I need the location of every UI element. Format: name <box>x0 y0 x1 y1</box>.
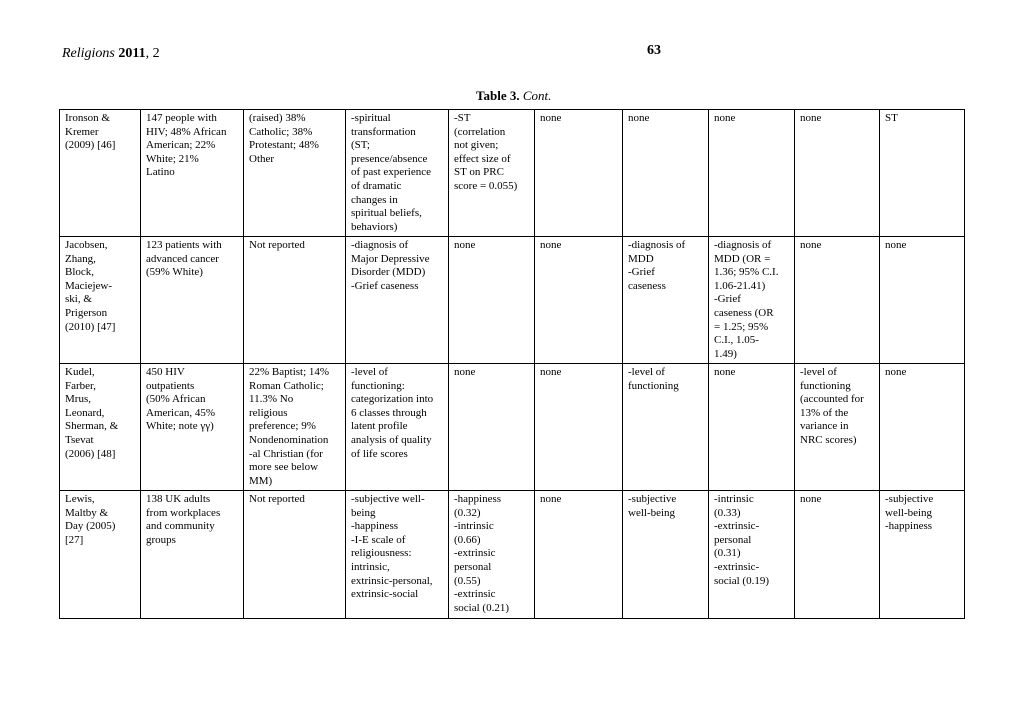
table-cell: ST <box>880 110 965 237</box>
table-cell: none <box>535 110 623 237</box>
table-cell: 138 UK adults from workplaces and community groups <box>141 491 244 619</box>
table-cell: none <box>880 364 965 491</box>
table-cell: Not reported <box>244 237 346 364</box>
table-cell: none <box>880 237 965 364</box>
table-cell: none <box>795 110 880 237</box>
table-cell: -subjective well-being -happiness <box>880 491 965 619</box>
table-cell: -diagnosis of Major Depressive Disorder (MDD) -Grief caseness <box>346 237 449 364</box>
table-cell: Kudel, Farber, Mrus, Leonard, Sherman, & Tsevat (2006) [48] <box>60 364 141 491</box>
table-cell: -level of functioning (accounted for 13% of the variance in NRC scores) <box>795 364 880 491</box>
table-cell: -diagnosis of MDD -Grief caseness <box>623 237 709 364</box>
table-row <box>60 237 965 364</box>
table-cell: Not reported <box>244 491 346 619</box>
table-cell: Jacobsen, Zhang, Block, Maciejew- ski, & Prigerson (2010) [47] <box>60 237 141 364</box>
data-table <box>59 109 965 619</box>
table-cont: Cont. <box>522 88 552 103</box>
table-cell: 22% Baptist; 14% Roman Catholic; 11.3% No religious preference; 9% Nondenomination -al Christian (for more see below MM) <box>244 364 346 491</box>
table-cell: -diagnosis of MDD (OR = 1.36; 95% C.I. 1.06-21.41) -Grief caseness (OR = 1.25; 95% C.I., 1.05- 1.49) <box>709 237 795 364</box>
table-cell: none <box>709 364 795 491</box>
table-cell: none <box>535 491 623 619</box>
table-cell: -subjective well- being -happiness -I-E scale of religiousness: intrinsic, extrinsic-personal, extrinsic-social <box>346 491 449 619</box>
table-cell: none <box>535 237 623 364</box>
table-row <box>60 110 965 237</box>
table-label: Table 3. <box>476 88 520 103</box>
table-cell: 123 patients with advanced cancer (59% White) <box>141 237 244 364</box>
table-cell: Ironson & Kremer (2009) [46] <box>60 110 141 237</box>
table-cell: none <box>449 237 535 364</box>
table-cell: none <box>623 110 709 237</box>
table-row <box>60 364 965 491</box>
table-cell: none <box>449 364 535 491</box>
table-cell: -happiness (0.32) -intrinsic (0.66) -extrinsic personal (0.55) -extrinsic social (0.21) <box>449 491 535 619</box>
table-cell: 147 people with HIV; 48% African American; 22% White; 21% Latino <box>141 110 244 237</box>
table-cell: 450 HIV outpatients (50% African American, 45% White; note γγ) <box>141 364 244 491</box>
table-cell: none <box>795 491 880 619</box>
running-header <box>62 46 160 62</box>
table-cell: none <box>795 237 880 364</box>
table-cell: Lewis, Maltby & Day (2005) [27] <box>60 491 141 619</box>
table-cell: (raised) 38% Catholic; 38% Protestant; 48% Other <box>244 110 346 237</box>
table-cell: none <box>535 364 623 491</box>
journal-year: 2011 <box>118 46 146 61</box>
table-cell: -spiritual transformation (ST; presence/absence of past experience of dramatic changes in spiritual beliefs, behaviors) <box>346 110 449 237</box>
table-cell: -intrinsic (0.33) -extrinsic- personal (0.31) -extrinsic- social (0.19) <box>709 491 795 619</box>
table-cell: -level of functioning <box>623 364 709 491</box>
table-cell: -ST (correlation not given; effect size of ST on PRC score = 0.055) <box>449 110 535 237</box>
table-cell: none <box>709 110 795 237</box>
table-cell: -level of functioning: categorization into 6 classes through latent profile analysis of quality of life scores <box>346 364 449 491</box>
journal-volume: , 2 <box>145 46 160 61</box>
journal-name: Religions <box>62 46 115 61</box>
page-number: 63 <box>647 43 661 58</box>
table-cell: -subjective well-being <box>623 491 709 619</box>
table-row <box>60 491 965 619</box>
